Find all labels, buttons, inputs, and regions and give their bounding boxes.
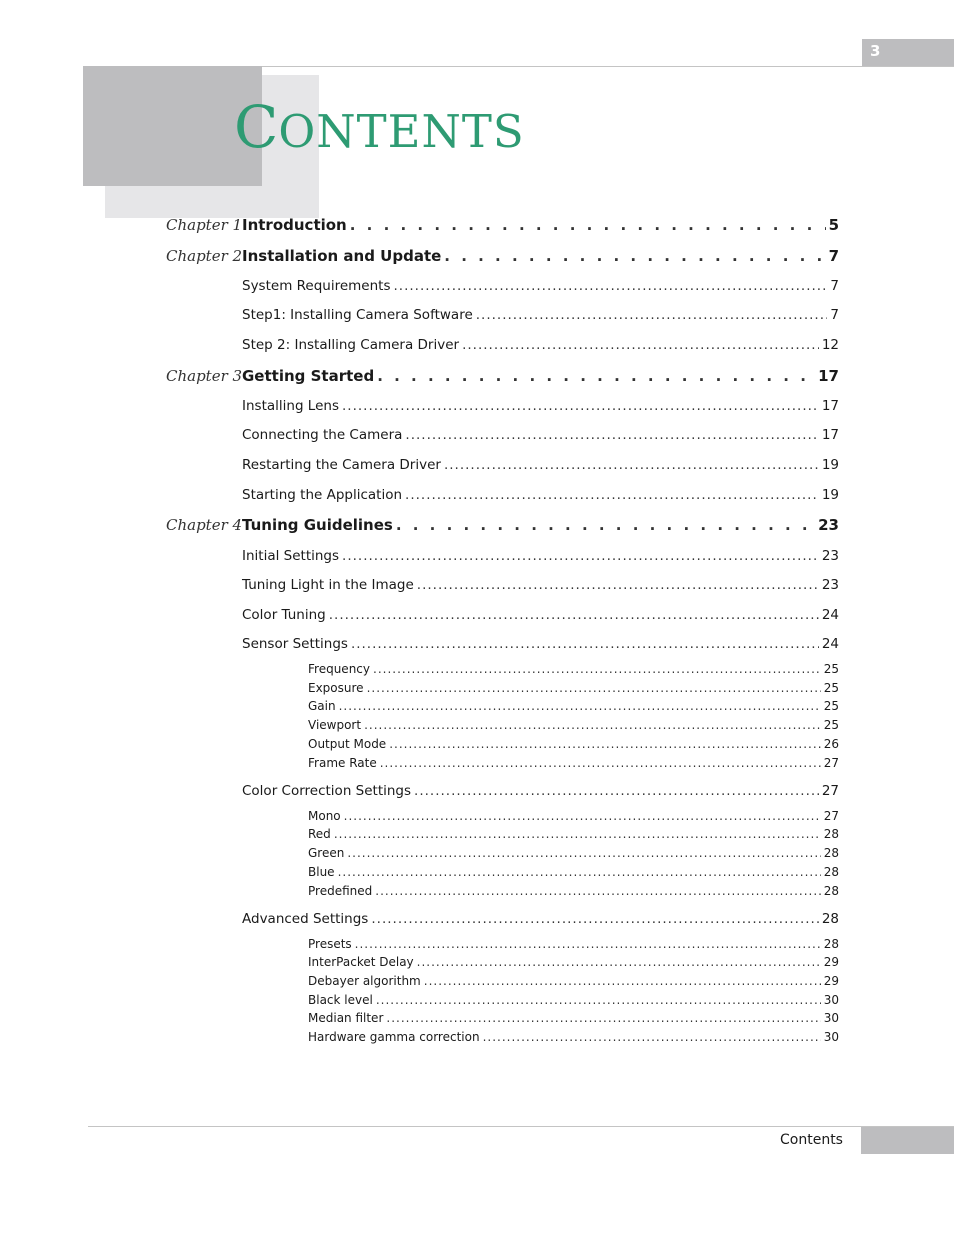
section-title: Advanced Settings <box>242 911 369 927</box>
page-ref: 23 <box>821 577 839 593</box>
toc-subsection-entry[interactable] <box>308 737 839 751</box>
chapter-title: Getting Started <box>242 367 375 385</box>
page-ref: 25 <box>823 718 839 732</box>
page-ref: 28 <box>823 846 839 860</box>
chapter-label: Chapter 2 <box>166 247 243 265</box>
dot-leader <box>462 337 819 353</box>
page-ref: 7 <box>830 278 839 294</box>
page-ref: 28 <box>823 884 839 898</box>
toc-subsection-entry[interactable] <box>308 681 839 695</box>
page-ref: 28 <box>823 865 839 879</box>
toc-section-entry[interactable] <box>242 457 839 473</box>
page-ref: 27 <box>823 809 839 823</box>
page-ref: 28 <box>823 937 839 951</box>
toc-subsection-entry[interactable] <box>308 756 839 770</box>
toc-subsection-entry[interactable] <box>308 865 839 879</box>
title-rest: ONTENTS <box>278 105 525 158</box>
subsection-title: Viewport <box>308 718 362 732</box>
page-number-tab <box>862 39 954 66</box>
toc-section-entry[interactable] <box>242 337 839 353</box>
dot-leader <box>476 307 828 323</box>
toc-subsection-entry[interactable] <box>308 955 839 969</box>
section-title: Connecting the Camera <box>242 427 403 443</box>
toc-subsection-entry[interactable] <box>308 1030 839 1044</box>
dot-leader <box>377 367 815 385</box>
toc-section-entry[interactable] <box>242 783 839 799</box>
dot-leader <box>342 398 819 414</box>
section-title: Initial Settings <box>242 548 340 564</box>
section-title: Step 2: Installing Camera Driver <box>242 337 460 353</box>
subsection-title: Gain <box>308 699 336 713</box>
dot-leader <box>380 756 821 770</box>
page-ref: 29 <box>823 974 839 988</box>
page-ref: 19 <box>821 457 839 473</box>
toc-subsection-entry[interactable] <box>308 1011 839 1025</box>
dot-leader <box>414 783 819 799</box>
subsection-title: Blue <box>308 865 335 879</box>
page-ref: 28 <box>823 827 839 841</box>
page-number: 3 <box>870 42 881 60</box>
dot-leader <box>342 548 819 564</box>
section-title: Step1: Installing Camera Software <box>242 307 473 323</box>
subsection-title: Frame Rate <box>308 756 377 770</box>
toc-section-entry[interactable] <box>242 427 839 443</box>
dot-leader <box>483 1030 821 1044</box>
page-ref: 17 <box>821 427 839 443</box>
toc-section-entry[interactable] <box>242 607 839 623</box>
dot-leader <box>405 427 818 443</box>
page-ref: 25 <box>823 699 839 713</box>
page-ref: 23 <box>818 516 839 534</box>
section-title: Starting the Application <box>242 487 403 503</box>
page-ref: 5 <box>828 216 839 234</box>
toc-subsection-entry[interactable] <box>308 699 839 713</box>
subsection-title: Mono <box>308 809 341 823</box>
dot-leader <box>373 662 821 676</box>
subsection-title: Frequency <box>308 662 370 676</box>
chapter-title: Installation and Update <box>242 247 442 265</box>
page-ref: 17 <box>821 398 839 414</box>
dot-leader <box>375 884 820 898</box>
dot-leader <box>334 827 821 841</box>
dot-leader <box>386 1011 820 1025</box>
dot-leader <box>364 718 821 732</box>
subsection-title: Red <box>308 827 331 841</box>
dot-leader <box>417 955 821 969</box>
dot-leader <box>394 278 828 294</box>
chapter-label: Chapter 4 <box>166 516 243 534</box>
dot-leader <box>344 809 821 823</box>
toc-subsection-entry[interactable] <box>308 662 839 676</box>
page-ref: 30 <box>823 1011 839 1025</box>
toc-chapter-entry[interactable] <box>242 247 839 265</box>
page-ref: 7 <box>830 307 839 323</box>
page-ref: 24 <box>821 607 839 623</box>
toc-subsection-entry[interactable] <box>308 718 839 732</box>
dot-leader <box>389 737 821 751</box>
toc-section-entry[interactable] <box>242 307 839 323</box>
dot-leader <box>424 974 821 988</box>
toc-section-entry[interactable] <box>242 278 839 294</box>
section-title: Restarting the Camera Driver <box>242 457 441 473</box>
dot-leader <box>351 636 819 652</box>
subsection-title: Black level <box>308 993 373 1007</box>
page-title <box>234 93 525 161</box>
page-ref: 7 <box>828 247 839 265</box>
subsection-title: Exposure <box>308 681 364 695</box>
dot-leader <box>444 247 825 265</box>
page-ref: 30 <box>823 993 839 1007</box>
subsection-title: Hardware gamma correction <box>308 1030 480 1044</box>
footer-tab <box>861 1127 954 1154</box>
subsection-title: Debayer algorithm <box>308 974 421 988</box>
section-title: Sensor Settings <box>242 636 348 652</box>
subsection-title: Output Mode <box>308 737 387 751</box>
page-ref: 25 <box>823 681 839 695</box>
chapter-title: Introduction <box>242 216 347 234</box>
toc-subsection-entry[interactable] <box>308 884 839 898</box>
page-ref: 25 <box>823 662 839 676</box>
subsection-title: Green <box>308 846 345 860</box>
dot-leader <box>367 681 821 695</box>
toc-section-entry[interactable] <box>242 636 839 652</box>
toc-subsection-entry[interactable] <box>308 993 839 1007</box>
subsection-title: Predefined <box>308 884 373 898</box>
dot-leader <box>329 607 819 623</box>
page-ref: 17 <box>818 367 839 385</box>
page-ref: 26 <box>823 737 839 751</box>
page-ref: 12 <box>821 337 839 353</box>
page-ref: 27 <box>821 783 839 799</box>
dot-leader <box>355 937 821 951</box>
page-ref: 19 <box>821 487 839 503</box>
page-ref: 28 <box>821 911 839 927</box>
subsection-title: InterPacket Delay <box>308 955 414 969</box>
bottom-rule <box>88 1126 954 1127</box>
toc-chapter-entry[interactable] <box>242 516 839 534</box>
toc-section-entry[interactable] <box>242 487 839 503</box>
page-ref: 24 <box>821 636 839 652</box>
page-ref: 27 <box>823 756 839 770</box>
chapter-label: Chapter 3 <box>166 367 243 385</box>
toc-subsection-entry[interactable] <box>308 974 839 988</box>
toc-chapter-entry[interactable] <box>242 367 839 385</box>
dot-leader <box>350 216 826 234</box>
footer-section-name: Contents <box>780 1132 843 1148</box>
toc-section-entry[interactable] <box>242 577 839 593</box>
page-ref: 29 <box>823 955 839 969</box>
subsection-title: Median filter <box>308 1011 384 1025</box>
toc-subsection-entry[interactable] <box>308 809 839 823</box>
toc-subsection-entry[interactable] <box>308 937 839 951</box>
section-title: System Requirements <box>242 278 391 294</box>
subsection-title: Presets <box>308 937 352 951</box>
title-first-letter: C <box>234 93 279 161</box>
section-title: Installing Lens <box>242 398 339 414</box>
toc-section-entry[interactable] <box>242 911 839 927</box>
chapter-title: Tuning Guidelines <box>242 516 393 534</box>
toc-subsection-entry[interactable] <box>308 827 839 841</box>
section-title: Color Tuning <box>242 607 326 623</box>
dot-leader <box>338 865 821 879</box>
section-title: Tuning Light in the Image <box>242 577 414 593</box>
dot-leader <box>347 846 820 860</box>
dot-leader <box>339 699 821 713</box>
page-ref: 23 <box>821 548 839 564</box>
dot-leader <box>371 911 818 927</box>
dot-leader <box>417 577 819 593</box>
toc-section-entry[interactable] <box>242 548 839 564</box>
toc-chapter-entry[interactable] <box>242 216 839 234</box>
dot-leader <box>396 516 815 534</box>
toc-subsection-entry[interactable] <box>308 846 839 860</box>
page-ref: 30 <box>823 1030 839 1044</box>
toc-section-entry[interactable] <box>242 398 839 414</box>
dot-leader <box>376 993 821 1007</box>
dot-leader <box>444 457 819 473</box>
chapter-label: Chapter 1 <box>166 216 243 234</box>
section-title: Color Correction Settings <box>242 783 412 799</box>
dot-leader <box>405 487 819 503</box>
